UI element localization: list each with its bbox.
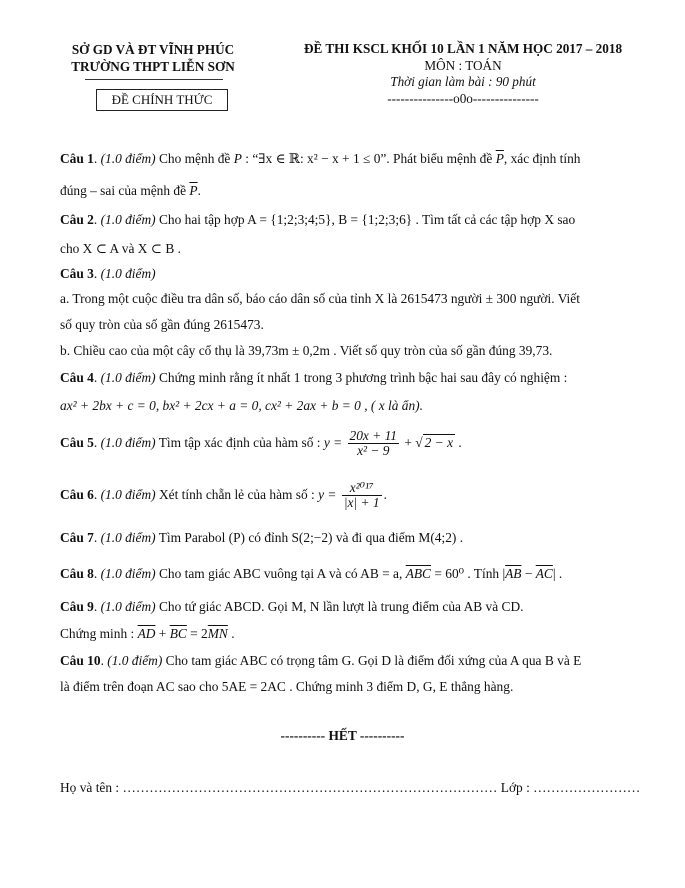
question-3b <box>60 341 649 361</box>
header-left <box>38 41 268 75</box>
question-6: Câu 6. (1.0 điểm) Xét tính chẵn lẻ của hàm số : y = $\frac{\text{x²⁰¹⁷}}{|x| + 1}$ . <box>60 480 387 511</box>
vector-symbol: $\overline{MN}$ <box>207 626 228 641</box>
question-2: Câu 2. (1.0 điểm) Cho hai tập hợp A = {1;2;3;4;5}, B = {1;2;3;6} . Tìm tất cả các tập hợp X sao <box>60 212 576 227</box>
question-text: | . <box>552 566 563 581</box>
sqrt-symbol: √ <box>415 435 423 450</box>
question-text: Cho mệnh đề <box>158 151 231 166</box>
question-points: (1.0 điểm) <box>100 212 156 227</box>
math-symbol-negation: $\overline{P}$ <box>495 151 504 166</box>
math-operator: + <box>155 626 170 641</box>
exam-title: ĐỀ THI KSCL KHỐI 10 LẦN 1 NĂM HỌC 2017 – 2018 <box>303 41 623 56</box>
question-text: a. Trong một cuộc điều tra dân số, báo cáo dân số của tỉnh X là 2615473 người ± 300 người. Viết <box>60 291 580 306</box>
question-points: (1.0 điểm) <box>100 487 156 502</box>
vector-symbol: $\overline{AB}$ <box>505 566 522 581</box>
question-points: (1.0 điểm) <box>100 530 156 545</box>
question-text: Chứng minh : <box>60 626 135 641</box>
question-points: (1.0 điểm) <box>100 266 156 281</box>
question-text: Cho tam giác ABC có trọng tâm G. Gọi D là điểm đối xứng của A qua B và E <box>165 653 582 668</box>
question-label: Câu 1 <box>60 151 94 166</box>
angle-symbol: $\overline{ABC}$ <box>405 566 431 581</box>
question-4: Câu 4. (1.0 điểm) Chứng minh rằng ít nhất 1 trong 3 phương trình bậc hai sau đây có nghiệm : <box>60 370 568 385</box>
question-label: Câu 7 <box>60 530 94 545</box>
question-text: Chứng minh rằng ít nhất 1 trong 3 phương trình bậc hai sau đây có nghiệm : <box>158 370 568 385</box>
sqrt-radicand: 2 − x <box>424 435 454 450</box>
question-points: (1.0 điểm) <box>107 653 163 668</box>
department-name: SỞ GD VÀ ĐT VĨNH PHÚC <box>71 42 235 57</box>
question-text: Cho tam giác ABC vuông tại A và có AB = a, <box>158 566 403 581</box>
math-fraction <box>348 429 399 458</box>
question-5: Câu 5. (1.0 điểm) Tìm tập xác định của hàm số : y = $\frac{20x + 11}{\text{x² − 9}}$ + √ 2 − x . <box>60 428 462 459</box>
question-text: : “∃x ∈ ℝ: x² − x + 1 ≤ 0”. Phát biểu mệnh đề <box>245 151 493 166</box>
question-1: Câu 1. (1.0 điểm) Cho mệnh đề P : “∃x ∈ ℝ: x² − x + 1 ≤ 0”. Phát biểu mệnh đề $\overline{P}$, xác định tính <box>60 151 581 166</box>
math-lhs: y = <box>323 435 343 450</box>
header-rule <box>85 79 223 80</box>
question-label: Câu 9 <box>60 599 94 614</box>
question-7: Câu 7. (1.0 điểm) Tìm Parabol (P) có đỉnh S(2;−2) và đi qua điểm M(4;2) . <box>60 530 464 545</box>
vector-symbol: $\overline{BC}$ <box>169 626 187 641</box>
question-points: (1.0 điểm) <box>100 370 156 385</box>
punctuation: . <box>383 487 387 502</box>
question-10: Câu 10. (1.0 điểm) Cho tam giác ABC có trọng tâm G. Gọi D là điểm đối xứng của A qua B và E <box>60 653 582 668</box>
question-text: = 60⁰ . Tính | <box>434 566 506 581</box>
fraction-denominator: x² − 9 <box>357 443 390 459</box>
question-4-line-2 <box>60 396 649 416</box>
student-info-line: Họ và tên : ………………………………………………………………………… Lớp : …………………… <box>60 780 641 795</box>
question-text: đúng – sai của mệnh đề <box>60 183 187 198</box>
question-10-line-2 <box>60 677 649 697</box>
vector-symbol: $\overline{AD}$ <box>137 626 156 641</box>
question-label: Câu 10 <box>60 653 101 668</box>
question-text: Xét tính chẵn lẻ của hàm số : <box>158 487 315 502</box>
vector-symbol: $\overline{AC}$ <box>535 566 553 581</box>
question-text: Tìm Parabol (P) có đỉnh S(2;−2) và đi qua điểm M(4;2) . <box>158 530 464 545</box>
punctuation: . <box>458 435 462 450</box>
punctuation: . <box>227 626 235 641</box>
fraction-numerator: x²⁰¹⁷ <box>342 481 382 496</box>
question-2-line-2 <box>60 239 649 259</box>
question-9: Câu 9. (1.0 điểm) Cho tứ giác ABCD. Gọi M, N lần lượt là trung điểm của AB và CD. <box>60 599 524 614</box>
math-fraction <box>342 481 382 510</box>
math-equations: ax² + 2bx + c = 0, bx² + 2cx + a = 0, cx² + 2ax + b = 0 , ( x là ẩn). <box>60 398 423 413</box>
end-marker: ---------- HẾT ---------- <box>280 728 405 743</box>
question-points: (1.0 điểm) <box>100 566 156 581</box>
math-lhs: y = <box>318 487 337 502</box>
question-points: (1.0 điểm) <box>100 599 156 614</box>
question-3a <box>60 289 649 309</box>
official-badge: ĐỀ CHÍNH THỨC <box>96 89 228 111</box>
question-text: Cho hai tập hợp A = {1;2;3;4;5}, B = {1;2;3;6} . Tìm tất cả các tập hợp X sao <box>158 212 576 227</box>
question-label: Câu 8 <box>60 566 94 581</box>
question-label: Câu 2 <box>60 212 94 227</box>
question-text: cho X ⊂ A và X ⊂ B . <box>60 241 182 256</box>
header-divider: ---------------o0o--------------- <box>387 90 539 106</box>
fraction-numerator: 20x + 11 <box>349 428 397 444</box>
question-text: , xác định tính <box>503 151 581 166</box>
question-text: Tìm tập xác định của hàm số : <box>158 435 321 450</box>
school-name: TRƯỜNG THPT LIỄN SƠN <box>71 59 235 74</box>
question-3: Câu 3. (1.0 điểm) <box>60 266 156 281</box>
question-label: Câu 4 <box>60 370 94 385</box>
question-text: số quy tròn của số gần đúng 2615473. <box>60 317 264 332</box>
question-points: (1.0 điểm) <box>100 151 156 166</box>
math-operator: − <box>521 566 536 581</box>
question-text: là điểm trên đoạn AC sao cho 5AE = 2AC . Chứng minh 3 điểm D, G, E thẳng hàng. <box>60 679 514 694</box>
math-symbol-negation: $\overline{P}$ <box>189 183 198 198</box>
question-label: Câu 5 <box>60 435 94 450</box>
math-operator: = 2 <box>186 626 208 641</box>
question-text: b. Chiều cao của một cây cổ thụ là 39,73m ± 0,2m . Viết số quy tròn của số gần đúng 39,73. <box>60 343 553 358</box>
question-3a-line-2 <box>60 315 649 335</box>
question-8: Câu 8. (1.0 điểm) Cho tam giác ABC vuông tại A và có AB = a, $\overline{ABC} = 60^0$ . Tính $|\overline{AB} - \overline{AC}|$ . <box>60 566 563 581</box>
fraction-denominator: |x| + 1 <box>343 495 380 511</box>
question-points: (1.0 điểm) <box>100 435 156 450</box>
question-label: Câu 3 <box>60 266 94 281</box>
math-symbol: P <box>233 151 242 166</box>
question-9-line-2 <box>60 624 649 644</box>
question-label: Câu 6 <box>60 487 94 502</box>
time-limit: Thời gian làm bài : 90 phút <box>390 74 536 89</box>
math-operator: + <box>404 435 412 450</box>
header-right <box>268 41 658 107</box>
question-1-line-2: đúng – sai của mệnh đề $\overline{P}$. <box>60 183 201 198</box>
question-text: Cho tứ giác ABCD. Gọi M, N lần lượt là trung điểm của AB và CD. <box>158 599 524 614</box>
subject: MÔN : TOÁN <box>424 57 502 73</box>
